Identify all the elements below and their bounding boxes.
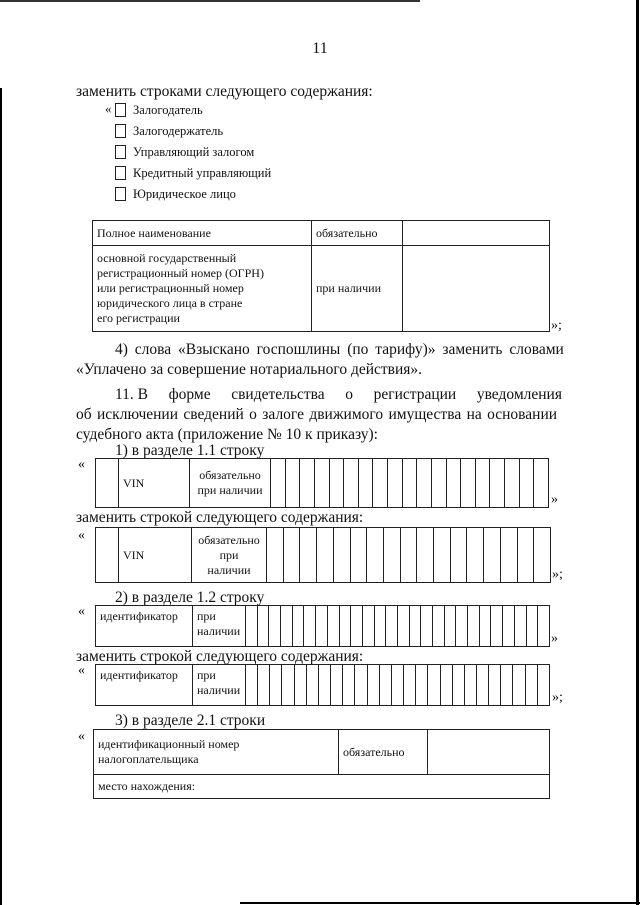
- character-entry-cell[interactable]: [416, 665, 428, 706]
- character-entry-cell[interactable]: [300, 459, 315, 508]
- checkbox-item-credit-manager[interactable]: [115, 165, 271, 181]
- sub-2-heading: 2) в разделе 1.2 строку: [115, 589, 265, 606]
- requirement-line: обязательно: [198, 532, 260, 547]
- character-entry-cell[interactable]: [362, 606, 374, 647]
- field-name-cell: VIN: [119, 528, 192, 583]
- table-row: [94, 775, 550, 799]
- checkbox[interactable]: [115, 187, 126, 201]
- opening-quote: «: [78, 604, 85, 619]
- character-entry-cell[interactable]: [343, 665, 355, 706]
- checkbox[interactable]: [115, 124, 126, 138]
- character-entry-cell[interactable]: [450, 528, 467, 583]
- field-line: или регистрационный номер: [97, 281, 244, 295]
- character-entry-cell[interactable]: [258, 665, 270, 706]
- value-cell[interactable]: [403, 221, 550, 246]
- character-entry-cell[interactable]: [452, 665, 464, 706]
- word: регистрации: [373, 386, 457, 403]
- replace-text: заменить строкой следующего содержания:: [76, 648, 364, 665]
- character-entry-cell[interactable]: [292, 606, 304, 647]
- character-entry-cell[interactable]: [484, 528, 501, 583]
- character-entry-cell[interactable]: [351, 606, 363, 647]
- character-entry-cell[interactable]: [468, 606, 480, 647]
- vin-new-row-table: [95, 527, 551, 583]
- field-line: его регистрации: [97, 311, 180, 325]
- requirement-cell: обязательно: [312, 221, 403, 246]
- character-entry-cell[interactable]: [517, 528, 534, 583]
- character-entry-cell[interactable]: [318, 665, 330, 706]
- sub-1-heading: 1) в разделе 1.1 строку: [115, 442, 265, 459]
- identifier-new-row-table: [95, 664, 550, 706]
- table-row: [96, 606, 550, 647]
- vin-old-row-table: [95, 458, 549, 508]
- character-entry-cell[interactable]: [489, 665, 501, 706]
- character-entry-cell[interactable]: [367, 665, 379, 706]
- character-entry-cell[interactable]: [513, 665, 525, 706]
- character-entry-cell[interactable]: [456, 606, 468, 647]
- character-entry-cell[interactable]: [434, 528, 451, 583]
- character-entry-cell[interactable]: [467, 528, 484, 583]
- item-11-paragraph: [76, 385, 562, 445]
- opening-quote: «: [105, 101, 112, 116]
- opening-quote: «: [78, 528, 85, 543]
- closing-quote: »: [551, 631, 558, 646]
- character-entry-cell[interactable]: [503, 606, 515, 647]
- checkbox[interactable]: [115, 166, 126, 180]
- field-line: юридического лица в стране: [97, 296, 243, 310]
- table-row: [96, 459, 549, 508]
- character-entry-cell[interactable]: [491, 606, 503, 647]
- checkbox-label: Залогодержатель: [133, 123, 224, 138]
- character-entry-cell[interactable]: [282, 665, 294, 706]
- identifier-old-row-table: [95, 605, 550, 647]
- character-entry-cell[interactable]: [271, 459, 286, 508]
- character-entry-cell[interactable]: [339, 606, 351, 647]
- field-line: основной государственный: [97, 251, 237, 265]
- character-entry-cell[interactable]: [525, 665, 537, 706]
- opening-quote: «: [78, 663, 85, 678]
- character-entry-cell[interactable]: [501, 665, 513, 706]
- character-entry-cell[interactable]: [358, 459, 373, 508]
- requirement-cell: [190, 459, 271, 508]
- character-entry-cell[interactable]: [355, 665, 367, 706]
- item-4-line-1: [76, 340, 562, 360]
- table-row: [96, 528, 551, 583]
- field-name-cell: идентификатор: [96, 665, 193, 706]
- checkbox-item-pledgee[interactable]: [115, 123, 223, 139]
- character-entry-cell[interactable]: [329, 459, 344, 508]
- requirement-line: наличии: [207, 562, 251, 577]
- character-entry-cell[interactable]: [404, 665, 416, 706]
- value-cell[interactable]: [403, 246, 550, 332]
- checkbox-label: Залогодатель: [133, 102, 203, 117]
- word: форме: [168, 386, 211, 403]
- field-name-cell: VIN: [119, 459, 190, 508]
- table-row: [93, 246, 550, 332]
- character-entry-cell[interactable]: [476, 665, 488, 706]
- requirement-cell: обязательно: [339, 730, 428, 775]
- character-entry-cell[interactable]: [285, 459, 300, 508]
- scan-edge-bottom: [240, 902, 640, 904]
- character-entry-cell[interactable]: [306, 665, 318, 706]
- item-4-line-2: «Уплачено за совершение нотариального действия».: [76, 361, 423, 378]
- character-entry-cell[interactable]: [379, 665, 391, 706]
- character-entry-cell[interactable]: [283, 528, 300, 583]
- character-entry-cell[interactable]: [537, 665, 549, 706]
- character-entry-cell[interactable]: [400, 528, 417, 583]
- requirement-line: при: [197, 609, 216, 623]
- field-line: регистрационный номер (ОГРН): [97, 266, 264, 280]
- word: о: [345, 386, 353, 403]
- character-entry-cell[interactable]: [446, 459, 461, 508]
- word: свидетельства: [231, 386, 325, 403]
- character-entry-cell[interactable]: [391, 665, 403, 706]
- character-entry-cell[interactable]: [316, 606, 328, 647]
- scan-edge-left: [0, 88, 2, 905]
- tin-table: [93, 729, 550, 799]
- checkbox[interactable]: [115, 145, 126, 159]
- character-entry-cell[interactable]: [526, 606, 538, 647]
- requirement-cell: [193, 665, 246, 706]
- requirement-line: обязательно: [199, 468, 261, 482]
- character-entry-cell[interactable]: [281, 606, 293, 647]
- table-row: [96, 665, 550, 706]
- character-entry-cell[interactable]: [431, 459, 446, 508]
- character-entry-cell[interactable]: [327, 606, 339, 647]
- character-entry-cell[interactable]: [350, 528, 367, 583]
- field-name-cell: идентификатор: [96, 606, 193, 647]
- item-11-line-1: [76, 385, 562, 405]
- character-entry-cell[interactable]: [500, 528, 517, 583]
- field-name-cell: [94, 730, 339, 775]
- character-entry-cell[interactable]: [246, 606, 258, 647]
- table-row: [93, 221, 550, 246]
- character-entry-cell[interactable]: [417, 459, 432, 508]
- character-entry-cell[interactable]: [440, 665, 452, 706]
- opening-quote: «: [78, 457, 85, 472]
- closing-quote: »;: [551, 318, 562, 333]
- character-entry-cell[interactable]: [461, 459, 476, 508]
- character-entry-cell[interactable]: [331, 665, 343, 706]
- closing-quote: »;: [552, 690, 563, 705]
- location-cell: место нахождения:: [94, 775, 550, 799]
- character-entry-cell[interactable]: [304, 606, 316, 647]
- character-entry-cell[interactable]: [388, 459, 403, 508]
- field-name-cell: Полное наименование: [93, 221, 312, 246]
- replace-text: заменить строкой следующего содержания:: [76, 509, 364, 526]
- scan-edge-top: [0, 0, 420, 2]
- requirement-line: при: [197, 668, 216, 682]
- intro-text: заменить строками следующего содержания:: [76, 83, 373, 100]
- checkbox-label: Управляющий залогом: [133, 144, 255, 159]
- character-entry-cell[interactable]: [490, 459, 505, 508]
- field-line: идентификационный номер: [98, 737, 240, 751]
- checkbox-item-pledgor[interactable]: [115, 102, 203, 118]
- character-entry-cell[interactable]: [397, 606, 409, 647]
- requirement-cell: [192, 528, 267, 583]
- character-entry-cell[interactable]: [464, 665, 476, 706]
- character-entry-cell[interactable]: [519, 459, 534, 508]
- checkbox[interactable]: [115, 103, 126, 117]
- item-11-line-2: об исключении сведений о залоге движимого имущества на основании: [76, 406, 558, 423]
- item-4-paragraph: [76, 340, 562, 380]
- character-entry-cell[interactable]: [505, 459, 520, 508]
- character-entry-cell[interactable]: [433, 606, 445, 647]
- item-4-line-1-text: 4) слова «Взыскано госпошлины (по тарифу)» заменить словами: [115, 341, 564, 358]
- character-entry-cell[interactable]: [367, 528, 384, 583]
- blank-cell: [96, 528, 119, 583]
- character-entry-cell[interactable]: [421, 606, 433, 647]
- character-entry-cell[interactable]: [373, 459, 388, 508]
- opening-quote: «: [78, 729, 85, 744]
- sub-3-heading: 3) в разделе 2.1 строки: [115, 712, 266, 729]
- requirement-cell: при наличии: [312, 246, 403, 332]
- character-entry-cell[interactable]: [444, 606, 456, 647]
- character-entry-cell[interactable]: [333, 528, 350, 583]
- checkbox-item-pledge-manager[interactable]: [115, 144, 254, 160]
- character-entry-cell[interactable]: [314, 459, 329, 508]
- checkbox-label: Кредитный управляющий: [133, 165, 272, 180]
- character-entry-cell[interactable]: [514, 606, 526, 647]
- word: 11. В: [115, 386, 149, 403]
- requirement-line: при: [219, 547, 239, 562]
- character-entry-cell[interactable]: [257, 606, 269, 647]
- character-entry-cell[interactable]: [475, 459, 490, 508]
- checkbox-label: Юридическое лицо: [133, 186, 236, 201]
- character-entry-cell[interactable]: [534, 459, 549, 508]
- scan-edge-right: [636, 0, 639, 905]
- character-entry-cell[interactable]: [417, 528, 434, 583]
- closing-quote: »;: [552, 567, 563, 582]
- requirement-line: при наличии: [197, 483, 263, 497]
- character-entry-cell[interactable]: [270, 665, 282, 706]
- character-entry-cell[interactable]: [383, 528, 400, 583]
- value-cell[interactable]: [428, 730, 550, 775]
- legal-entity-table: [92, 220, 550, 332]
- field-line: налогоплательщика: [98, 752, 199, 766]
- character-entry-cell[interactable]: [267, 528, 284, 583]
- requirement-line: наличии: [197, 683, 241, 697]
- blank-cell: [96, 459, 119, 508]
- requirement-line: наличии: [197, 624, 241, 638]
- character-entry-cell[interactable]: [479, 606, 491, 647]
- character-entry-cell[interactable]: [246, 665, 258, 706]
- character-entry-cell[interactable]: [269, 606, 281, 647]
- checkbox-item-legal-entity[interactable]: [115, 186, 236, 202]
- character-entry-cell[interactable]: [386, 606, 398, 647]
- character-entry-cell[interactable]: [428, 665, 440, 706]
- closing-quote: »: [551, 492, 558, 507]
- field-name-cell: [93, 246, 312, 332]
- character-entry-cell[interactable]: [294, 665, 306, 706]
- requirement-cell: [193, 606, 246, 647]
- character-entry-cell[interactable]: [317, 528, 334, 583]
- character-entry-cell[interactable]: [538, 606, 550, 647]
- character-entry-cell[interactable]: [300, 528, 317, 583]
- character-entry-cell[interactable]: [534, 528, 551, 583]
- character-entry-cell[interactable]: [402, 459, 417, 508]
- table-row: [94, 730, 550, 775]
- page-number: 11: [312, 40, 328, 57]
- character-entry-cell[interactable]: [344, 459, 359, 508]
- word: уведомления: [476, 386, 562, 403]
- character-entry-cell[interactable]: [409, 606, 421, 647]
- item-11-line-3: судебного акта (приложение № 10 к приказу):: [76, 426, 378, 443]
- character-entry-cell[interactable]: [374, 606, 386, 647]
